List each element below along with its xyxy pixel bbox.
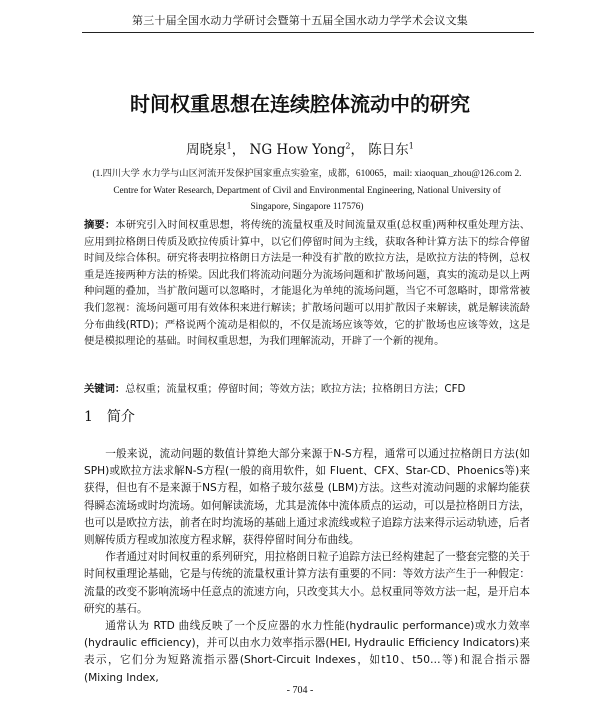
keywords-label: 关键词： [84, 383, 126, 395]
keywords-text: 总权重；流量权重；停留时间；等效方法；欧拉方法；拉格朗日方法；CFD [125, 383, 466, 395]
affiliations [84, 166, 530, 216]
page-number: - 704 - [286, 685, 314, 696]
section-number: 1 [84, 409, 93, 425]
abstract [84, 217, 530, 350]
abstract-text: 本研究引入时间权重思想，将传统的流量权重及时间流量双重(总权重)两种权重处理方法、应用到拉格朗日传质及欧拉传质计算中，以它们停留时间为主线，获取各种计算方法下的综合停留时间及综合体积。研究将表明拉格朗日方法是一种没有扩散的欧拉方法，是欧拉方法的特例，总权重是连接两种方法的桥梁。因此我们将流动问题分为流场问题和扩散场问题，真实的流动是以上两种问题的叠加，当扩散问题可以忽略时，才能退化为单纯的流场问题，当它不可忽略时，即常常被我们忽视：流场问题可用有效体积来进行解读；扩散场问题可以用扩散因子来解读，就是解读流龄分布曲线(RTD)；严格说两个流动是相似的，不仅是流场应该等效，它的扩散场也应该等效，这是便是模拟理论的基础。时间权重思想，为我们理解流动，开辟了一个新的视角。 [84, 219, 530, 348]
affiliation-line: Singapore, Singapore 117576) [250, 202, 364, 212]
section-title: 简介 [106, 409, 135, 425]
author-name: 陈日东 [368, 142, 409, 158]
paper-title: 时间权重思想在连续腔体流动中的研究 [130, 92, 470, 116]
paragraph: 通常认为 RTD 曲线反映了一个反应器的水力性能(hydraulic performance)或水力效率(hydraulic efficiency)，并可以由水力效率指示器(HEI, Hydraulic Efficiency Indicators)来表示，它们分为短路流指示器(Short-Circuit Indexes，如t10、t50…等)和混合指示器(Mixing Index, [84, 620, 530, 684]
author-name: 周晓泉 [186, 142, 227, 158]
keywords [84, 380, 530, 395]
author-affil-mark: 1 [226, 141, 232, 151]
author-affil-mark: 1 [408, 141, 414, 151]
section-heading [84, 406, 135, 426]
affiliation-line: Centre for Water Research, Department of Civil and Environmental Engineering, National University of [113, 185, 501, 196]
author-affil-mark: 2 [345, 141, 351, 151]
author-name: NG How Yong [249, 142, 346, 158]
running-header: 第三十届全国水动力学研讨会暨第十五届全国水动力学学术会议文集 [132, 14, 468, 27]
author-list: 周晓泉$^1$， NG How Yong$^2$， 陈日东$^1$ [186, 141, 414, 158]
affiliation-line: (1.四川大学 水力学与山区河流开发保护国家重点实验室，成都，610065，mail: xiaoquan_zhou@126.com 2. [92, 169, 522, 179]
paragraph: 作者通过对时间权重的系列研究，用拉格朗日粒子追踪方法已经构建起了一整套完整的关于时间权重理论基础，它是与传统的流量权重计算方法有重要的不同：等效方法产生于一种假定：流量的改变不影响流场中任意点的流速方向，只改变其大小。总权重同等效方法一起，是开启本研究的基石。 [84, 551, 530, 615]
body-text [84, 446, 530, 687]
header-divider [82, 32, 534, 33]
abstract-label: 摘要： [84, 219, 116, 231]
paragraph: 一般来说，流动问题的数值计算绝大部分来源于N-S方程，通常可以通过拉格朗日方法(如SPH)或欧拉方法求解N-S方程(一般的商用软件，如 Fluent、CFX、Star-CD、Phoenics等)来获得，但也有不是来源于NS方程，如格子玻尔兹曼 (LBM)方法。这些对流动问题的求解均能获得瞬态流场或时均流场。如何解读流场，尤其是流体中流体质点的运动，可以是拉格朗日方法，也可以是欧拉方法，前者在时均流场的基础上通过求流线或粒子追踪方法来得示运动轨迹，后者则解传质方程或加浓度方程求解，获得停留时间分布曲线。 [84, 448, 530, 547]
